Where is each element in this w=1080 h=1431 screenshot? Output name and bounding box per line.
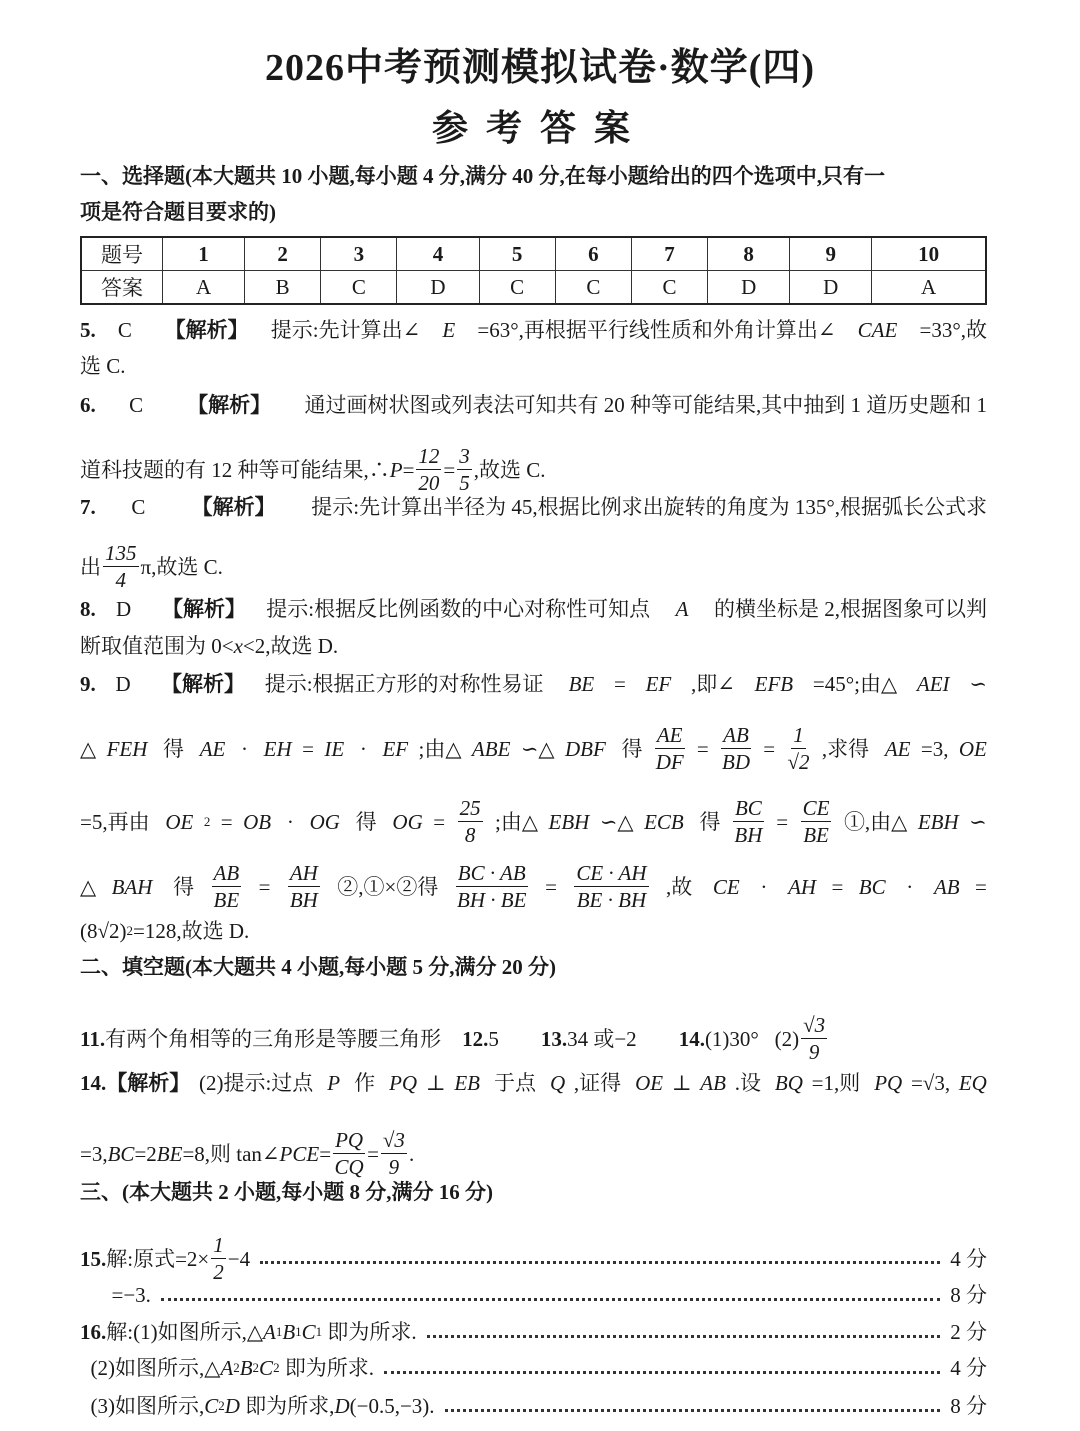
bold-segment: 三、(本大题共 2 小题,每小题 8 分,满分 16 分) [80, 1180, 493, 1204]
text-line [80, 1127, 987, 1180]
row-header: 题号 [81, 237, 163, 271]
math-variable: BE [156, 1141, 183, 1166]
bold-segment: 15. [80, 1246, 107, 1271]
text-line [80, 1282, 987, 1308]
text-segment: ,证得 [573, 1071, 627, 1095]
math-variable: BC [107, 1141, 135, 1166]
text-segment: ①,由△ [843, 809, 908, 834]
text-segment: = [402, 457, 415, 482]
text-line [80, 954, 987, 980]
text-segment: = [545, 874, 557, 899]
table-row-answers [81, 271, 986, 305]
numerator: √3 [382, 1128, 405, 1152]
math-variable: C [259, 1356, 274, 1380]
text-segment: 得 [350, 809, 382, 834]
math-variable: OE [165, 809, 194, 834]
text-segment: =45°;由△ [812, 672, 898, 696]
bold-segment: 6. [80, 393, 96, 417]
bold-segment: 14. [678, 1026, 705, 1051]
bold-segment: 【解析】 [161, 597, 246, 621]
math-variable: ABE [471, 736, 511, 761]
dotted-leader [161, 1298, 940, 1301]
numerator: AB [723, 723, 749, 747]
math-variable: AE [199, 736, 226, 761]
math-variable: CAE [857, 318, 898, 342]
text-segment: 提示:先计算出半径为 45,根据比例求出旋转的角度为 135°,根据弧长公式求 [311, 495, 987, 519]
text-segment: =1,则 [811, 1071, 866, 1095]
numerator: AB [213, 861, 240, 885]
answer-cell: C [555, 271, 631, 305]
text-segment: 提示:先计算出∠ [270, 318, 421, 342]
text-line [80, 1232, 987, 1285]
fraction [655, 722, 685, 775]
math-variable: BC [858, 874, 886, 899]
subscript: 2 [218, 1398, 225, 1413]
math-variable: EBH [917, 809, 959, 834]
text-segment: =5,再由 [80, 809, 155, 834]
text-segment: (−0.5,−3). [349, 1394, 435, 1418]
answer-table [80, 236, 987, 305]
text-line [80, 1070, 987, 1096]
text-segment: <2,故选 D. [242, 634, 339, 658]
text-segment: 得 [694, 809, 721, 834]
text-segment: ∽ [969, 809, 987, 834]
text-segment: 34 或−2 [567, 1026, 679, 1051]
math-variable: OE [958, 736, 987, 761]
math-variable: P [327, 1071, 341, 1095]
text-segment: 于点 [488, 1071, 542, 1095]
question-number: 5 [479, 237, 555, 271]
math-variable: P [389, 457, 403, 482]
denominator: 9 [388, 1155, 400, 1179]
denominator: BE [803, 823, 829, 847]
fraction [787, 722, 809, 775]
text-segment: = [614, 672, 626, 696]
subscript: 2 [233, 1360, 240, 1375]
text-segment: D [116, 597, 142, 621]
text-segment: 的横坐标是 2,根据图象可以判 [708, 597, 987, 621]
text-segment: 得 [157, 736, 190, 761]
answer-cell: C [321, 271, 397, 305]
numerator: 25 [459, 796, 481, 820]
answer-cell: D [790, 271, 872, 305]
row-header: 答案 [81, 271, 163, 305]
math-variable: A [675, 597, 689, 621]
bold-segment: 11. [80, 1026, 106, 1051]
text-segment: ,求得 [821, 736, 875, 761]
text-segment: ∽ [969, 672, 987, 696]
text-segment: 得 [616, 736, 643, 761]
text-segment: 提示:根据反比例函数的中心对称性可知点 [266, 597, 656, 621]
text-segment: C [117, 318, 143, 342]
numerator: BC [734, 796, 762, 820]
text-segment: △ [80, 736, 97, 761]
text-segment: ⊥ [671, 1071, 692, 1095]
bold-segment: 12. [462, 1026, 489, 1051]
numerator: BC · AB [457, 861, 526, 885]
denominator: BH [734, 823, 763, 847]
question-number: 10 [872, 237, 986, 271]
text-line [80, 494, 987, 520]
numerator: 3 [459, 444, 470, 468]
numerator: 1 [793, 723, 804, 747]
math-variable: BE [568, 672, 595, 696]
math-variable: PCE [279, 1141, 320, 1166]
fraction [212, 860, 242, 913]
bold-segment: 5. [80, 318, 96, 342]
math-variable: A [262, 1320, 276, 1344]
score-label: 4 分 [950, 1356, 987, 1380]
fraction [381, 1127, 407, 1180]
text-segment: = [696, 736, 709, 761]
text-segment: =−3. [80, 1283, 151, 1307]
text-line [80, 392, 987, 418]
text-segment: .设 [734, 1071, 767, 1095]
text-segment: =√3, [910, 1071, 951, 1095]
dotted-leader [427, 1335, 941, 1338]
denominator: DF [655, 750, 684, 774]
math-variable: BAH [111, 874, 153, 899]
denominator: 4 [115, 568, 126, 592]
text-line [80, 722, 987, 775]
text-segment: 提示:根据正方形的对称性易证 [264, 672, 549, 696]
answer-cell: D [397, 271, 479, 305]
bold-segment: 9. [80, 672, 96, 696]
text-segment: . [408, 1141, 415, 1166]
score-label: 4 分 [950, 1246, 987, 1271]
math-variable: D [224, 1394, 240, 1418]
fraction [733, 795, 764, 848]
numerator: CE · AH [576, 861, 647, 885]
text-segment: = [763, 736, 776, 761]
text-line [80, 633, 987, 659]
text-line [80, 443, 987, 496]
text-line [80, 596, 987, 622]
text-segment: ,故 [665, 874, 698, 899]
numerator: AH [289, 861, 318, 885]
fraction [456, 860, 528, 913]
fraction [801, 795, 832, 848]
text-segment: (2)提示:过点 [198, 1071, 319, 1095]
math-variable: C [204, 1394, 219, 1418]
text-line [80, 1319, 987, 1345]
math-variable: PQ [389, 1071, 418, 1095]
math-variable: EBH [548, 809, 590, 834]
math-variable: AH [788, 874, 817, 899]
text-segment: (8√2) [80, 919, 127, 943]
text-segment: C [131, 495, 156, 519]
math-variable: Q [549, 1071, 566, 1095]
bold-segment: 14.【解析】 [80, 1071, 191, 1095]
answer-cell: D [708, 271, 790, 305]
text-segment: ;由△ [495, 809, 539, 834]
text-segment: D [115, 672, 142, 696]
text-line [80, 795, 987, 848]
text-line [80, 918, 987, 944]
math-variable: EFB [754, 672, 794, 696]
question-number: 6 [555, 237, 631, 271]
question-number: 8 [708, 237, 790, 271]
fraction [288, 860, 320, 913]
text-segment: ;由△ [418, 736, 462, 761]
text-segment: ∽△ [599, 809, 634, 834]
page-subtitle: 参考答案 [431, 108, 648, 148]
question-number: 1 [163, 237, 245, 271]
text-segment: 通过画树状图或列表法可知共有 20 种等可能结果,其中抽到 1 道历史题和 1 [304, 393, 987, 417]
score-label: 2 分 [950, 1320, 987, 1344]
math-variable: AB [700, 1071, 726, 1095]
text-segment: 即为所求. [322, 1320, 417, 1344]
text-segment: 出 [80, 554, 101, 579]
text-segment: · [901, 874, 919, 899]
question-number: 7 [631, 237, 707, 271]
answer-cell: A [872, 271, 986, 305]
text-segment: C [129, 393, 154, 417]
math-variable: A [220, 1356, 234, 1380]
denominator: 20 [418, 471, 440, 495]
text-segment: ,即∠ [691, 672, 735, 696]
question-number: 4 [397, 237, 479, 271]
denominator: 9 [808, 1040, 820, 1064]
denominator: BE [213, 888, 240, 912]
text-segment: (3)如图所示, [80, 1394, 205, 1418]
question-number: 9 [790, 237, 872, 271]
denominator: BD [722, 750, 750, 774]
answer-cell: C [631, 271, 707, 305]
math-variable: OE [635, 1071, 664, 1095]
math-variable: EH [263, 736, 292, 761]
superscript: 2 [203, 813, 211, 829]
text-segment: =8,则 tan∠ [182, 1141, 280, 1166]
text-segment: π,故选 C. [140, 554, 223, 579]
subscript: 1 [275, 1324, 283, 1339]
text-segment: 即为所求, [239, 1394, 335, 1418]
math-variable: AB [933, 874, 960, 899]
dotted-leader [260, 1261, 940, 1264]
text-segment: 道科技题的有 12 种等可能结果,∴ [80, 457, 390, 482]
answer-cell: A [163, 271, 245, 305]
numerator: √3 [803, 1013, 826, 1037]
math-variable: OG [392, 809, 423, 834]
text-line [80, 1393, 987, 1419]
text-segment: −4 [227, 1246, 251, 1271]
text-segment: (1)30° (2) [704, 1026, 800, 1051]
math-variable: D [334, 1394, 350, 1418]
text-segment: · [235, 736, 254, 761]
math-variable: ECB [644, 809, 684, 834]
fraction [211, 1232, 226, 1285]
math-variable: AEI [916, 672, 950, 696]
text-segment: 作 [348, 1071, 381, 1095]
text-segment: = [975, 874, 987, 899]
subscript: 1 [295, 1324, 302, 1339]
denominator: 2 [213, 1260, 224, 1284]
math-variable: C [301, 1320, 316, 1344]
fraction [457, 443, 472, 496]
text-segment: 即为所求. [279, 1356, 375, 1380]
text-segment: 得 [167, 874, 195, 899]
answer-cell: C [479, 271, 555, 305]
dotted-leader [384, 1371, 940, 1374]
subscript: 2 [273, 1360, 280, 1375]
math-variable: DBF [564, 736, 606, 761]
bold-segment: 项是符合题目要求的) [80, 200, 276, 224]
text-segment: ,故选 C. [473, 457, 546, 482]
bold-segment: 【解析】 [164, 318, 249, 342]
fraction [416, 443, 441, 496]
text-segment: (2)如图所示,△ [80, 1356, 221, 1380]
text-line [80, 1012, 987, 1065]
text-segment: ∽△ [520, 736, 555, 761]
text-segment: =63°,再根据平行线性质和外角计算出∠ [477, 318, 836, 342]
denominator: BE · BH [576, 888, 647, 912]
denominator: 8 [464, 823, 476, 847]
text-segment: 断取值范围为 0< [80, 634, 234, 658]
text-segment: =3, [80, 1141, 108, 1166]
math-variable: AE [884, 736, 911, 761]
text-line [80, 163, 987, 189]
score-label: 8 分 [950, 1394, 987, 1418]
denominator: 5 [459, 471, 470, 495]
subscript: 1 [315, 1324, 323, 1339]
bold-segment: 13. [540, 1026, 568, 1051]
text-segment: ⊥ [425, 1071, 446, 1095]
text-segment: =2 [134, 1141, 157, 1166]
bold-segment: 16. [80, 1320, 107, 1344]
math-variable: FEH [106, 736, 148, 761]
numerator: PQ [335, 1128, 364, 1152]
text-segment: ②,①×②得 [337, 874, 439, 899]
text-segment: = [443, 457, 456, 482]
bold-segment: 【解析】 [160, 672, 245, 696]
text-segment: =33°,故 [919, 318, 987, 342]
text-line [80, 353, 987, 379]
fraction [333, 1127, 365, 1180]
table-row-numbers [81, 237, 986, 271]
math-variable: PQ [874, 1071, 903, 1095]
text-segment: △ [80, 874, 97, 899]
superscript: 2 [126, 923, 134, 938]
numerator: 1 [213, 1233, 224, 1257]
fraction [103, 540, 139, 593]
numerator: CE [802, 796, 830, 820]
text-segment: =128,故选 D. [133, 919, 250, 943]
text-segment: = [258, 874, 271, 899]
math-variable: B [239, 1356, 253, 1380]
subscript: 2 [252, 1360, 260, 1375]
text-segment: = [776, 809, 789, 834]
math-variable: E [442, 318, 456, 342]
numerator: AE [656, 723, 683, 747]
numerator: 12 [418, 444, 440, 468]
text-segment: · [281, 809, 300, 834]
text-segment: =3, [920, 736, 949, 761]
math-variable: x [233, 634, 243, 658]
dotted-leader [445, 1409, 941, 1412]
question-number: 2 [245, 237, 321, 271]
text-line [80, 1179, 987, 1205]
text-segment: 解:(1)如图所示,△ [106, 1320, 263, 1344]
text-line [80, 540, 987, 593]
bold-segment: 二、填空题(本大题共 4 小题,每小题 5 分,满分 20 分) [80, 955, 556, 979]
math-variable: IE [324, 736, 345, 761]
text-line [80, 860, 987, 913]
math-variable: CE [712, 874, 740, 899]
text-segment: = [220, 809, 233, 834]
text-line [80, 199, 987, 225]
fraction [574, 860, 648, 913]
fraction [721, 722, 751, 775]
bold-segment: 【解析】 [187, 393, 272, 417]
text-segment: 有两个角相等的三角形是等腰三角形 [105, 1026, 463, 1051]
text-segment: · [354, 736, 373, 761]
numerator: 135 [105, 541, 137, 565]
math-variable: EF [382, 736, 409, 761]
math-variable: B [282, 1320, 296, 1344]
page-title: 2026中考预测模拟试卷·数学(四) [265, 47, 815, 89]
denominator: √2 [787, 750, 810, 774]
bold-segment: 8. [80, 597, 96, 621]
text-line [80, 671, 987, 697]
text-segment: 5 [488, 1026, 541, 1051]
denominator: BH · BE [457, 888, 527, 912]
text-segment: = [831, 874, 844, 899]
fraction [801, 1012, 827, 1065]
text-line [80, 1355, 987, 1381]
math-variable: OB [243, 809, 272, 834]
text-segment: 解:原式=2× [106, 1246, 210, 1271]
text-segment: · [755, 874, 773, 899]
denominator: BH [289, 888, 318, 912]
answer-cell: B [245, 271, 321, 305]
text-segment: 选 C. [80, 354, 126, 378]
question-number: 3 [321, 237, 397, 271]
math-variable: EF [645, 672, 672, 696]
bold-segment: 一、选择题(本大题共 10 小题,每小题 4 分,满分 40 分,在每小题给出的四个选项中,只有一 [80, 164, 885, 188]
fraction [458, 795, 483, 848]
math-variable: EB [454, 1071, 480, 1095]
text-line [80, 317, 987, 343]
score-label: 8 分 [950, 1283, 987, 1307]
bold-segment: 【解析】 [191, 495, 276, 519]
bold-segment: 7. [80, 495, 96, 519]
text-segment: = [433, 809, 446, 834]
text-segment: = [302, 736, 314, 761]
math-variable: OG [309, 809, 340, 834]
math-variable: EQ [958, 1071, 987, 1095]
text-segment: = [367, 1141, 379, 1166]
denominator: CQ [334, 1155, 364, 1179]
text-segment: = [319, 1141, 332, 1166]
math-variable: BQ [774, 1071, 803, 1095]
